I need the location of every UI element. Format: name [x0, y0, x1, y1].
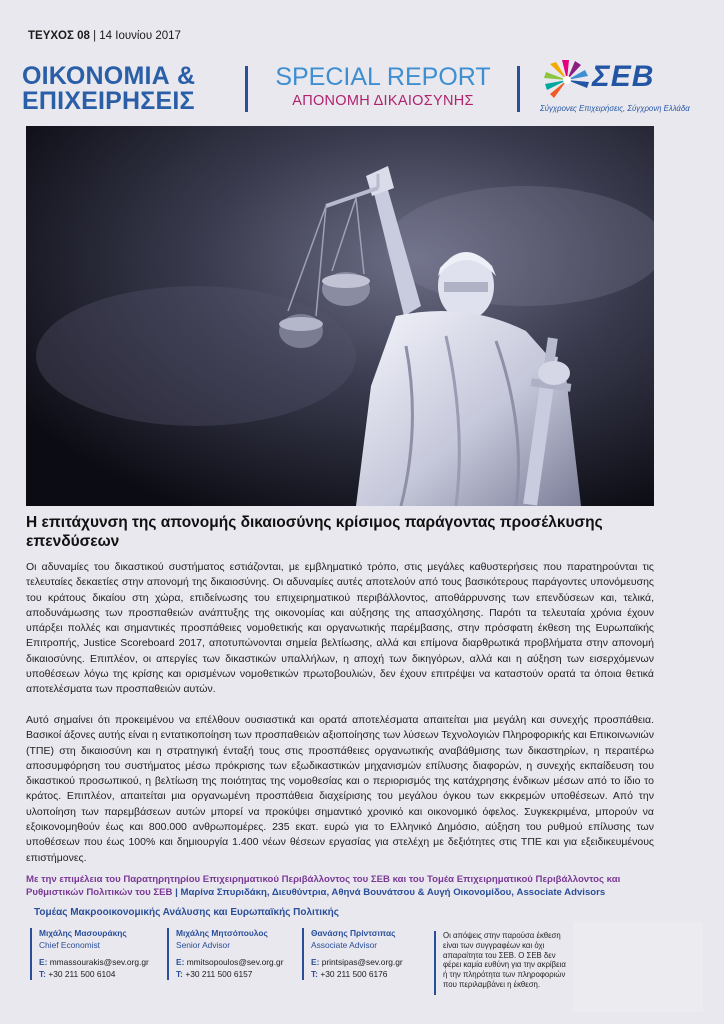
masthead-divider — [245, 66, 248, 112]
email-label: E: — [39, 957, 48, 967]
contact-phone: +30 211 500 6176 — [320, 968, 388, 979]
contact-name: Θανάσης Πρίντσιπας — [311, 928, 396, 938]
masthead-title-line1: ΟΙΚΟΝΟΜΙΑ & — [22, 62, 196, 90]
contact-phone: +30 211 500 6104 — [48, 968, 116, 979]
sev-logo-tagline: Σύγχρονες Επιχειρήσεις, Σύγχρονη Ελλάδα — [540, 104, 690, 113]
contact-card — [302, 928, 451, 980]
report-subtitle: ΑΠΟΝΟΜΗ ΔΙΚΑΙΟΣΥΝΗΣ — [292, 93, 474, 109]
contact-role: Associate Advisor — [311, 939, 378, 950]
editorial-credit — [26, 873, 656, 899]
contact-role: Chief Economist — [39, 939, 100, 950]
phone-label: T: — [39, 968, 46, 979]
editorial-credit-text: Με την επιμέλεια του Παρατηρητηρίου Επιχειρηματικού Περιβάλλοντος του ΣΕΒ και του Τομέα Επιχειρηματικού Περιβάλλοντος και Ρυθμιστικών Πολιτικών του ΣΕΒ — [26, 874, 621, 898]
disclaimer-note: Οι απόψεις στην παρούσα έκθεση είναι των συγγραφέων και όχι απαραίτητα του ΣΕΒ. Ο ΣΕΒ δεν φέρει καμία ευθύνη για την ακρίβεια ή την πληρότητα των πληροφοριών που περιλαμβάνει η έκθεση. — [434, 931, 569, 995]
special-report-block — [258, 64, 508, 111]
contact-phone: +30 211 500 6157 — [185, 968, 253, 979]
issue-date: 14 Ιουνίου 2017 — [99, 30, 181, 42]
contact-email[interactable]: mmitsopoulos@sev.org.gr — [186, 957, 284, 967]
hero-image — [26, 126, 654, 506]
article-headline: Η επιτάχυνση της απονομής δικαιοσύνης κρίσιμος παράγοντας προσέλκυσης επενδύσεων — [26, 514, 603, 550]
contact-email[interactable]: mmassourakis@sev.org.gr — [49, 957, 149, 967]
masthead-divider-2 — [517, 66, 520, 112]
article-paragraph-1: Οι αδυναμίες του δικαστικού συστήματος εστιάζονται, με εμβληματικό τρόπο, στις μεγάλες καθυστερήσεις που παρατηρούνται τις τελευταίες δεκαετίες στην απονομή της δικαιοσύνης. Οι αδυναμίες αυτές αποτελούν από τους βασικότερους παράγοντες υπονόμευσης του κράτους δικαίου στη χώρα, επιδείνωσης του επιχειρηματικού περιβάλλοντος, αποθάρρυνσης των επενδύσεων και, τελικά, αποδυνάμωσης των προσπαθειών ανάπτυξης της οικονομίας και αύξησης της απασχόλησης. Παρότι τα τελευταία χρόνια έχουν υπάρξει πολλές και σημαντικές προσπάθειες νομοθετικής και οργανωτικής παρέμβασης, στην πρόσφατη έκθεση της Ευρωπαϊκής Επιτροπής, Justice Scoreboard 2017, αποτυπώνονται σημεία βελτίωσης, αλλά και επίμονα διαρθρωτικά προβλήματα στην απονομή δικαιοσύνης. Επιπλέον, οι απεργίες των δικαστικών υπαλλήλων, η αποχή των δικηγόρων, αλλά και η αύξηση των εισερχόμενων υποθέσεων λόγω της κρίσης και ορισμένων νομοθετικών πρωτοβουλιών, δεν έχουν επιτρέψει να καταστούν ορατά τα όποια θετικά αποτελέσματα των προσπαθειών αυτών. — [26, 561, 654, 696]
sev-logo-icon — [542, 58, 592, 102]
email-label: E: — [311, 957, 320, 967]
contact-email[interactable]: printsipas@sev.org.gr — [321, 957, 403, 967]
special-report-label: SPECIAL REPORT — [275, 63, 491, 91]
phone-label: T: — [176, 968, 183, 979]
article-paragraph-2: Αυτό σημαίνει ότι προκειμένου να επέλθουν ουσιαστικά και ορατά αποτελέσματα απαιτείται μια μεγάλη και συνεχής προσπάθεια. Βασικοί άξονες αυτής είναι η εντατικοποίηση των προσπαθειών αξιοποίησης των λύσεων Τεχνολογιών Πληροφορικής και Επικοινωνιών (ΤΠΕ) στη δικαιοσύνη και η στρατηγική ένταξή τους στις προσπάθειες οργανωτικής αναβάθμισης των δικαστηρίων, η περαιτέρω αποσυμφόρηση του συστήματος μέσω πρόκρισης των εξωδικαστικών μηχανισμών επίλυσης διαφορών, η συνεχής εκπαίδευση του δικαστικού προσωπικού, η βελτίωση της ποιότητας της νομοθεσίας και ο περιορισμός της κατάχρησης ένδικων μέσων από το ίδιο το κράτος. Επιπλέον, απαιτείται μια οργανωμένη προσπάθεια διαχείρισης του μεγάλου όγκου των εκκρεμών υποθέσεων. Από την υλοποίηση των παρεμβάσεων αυτών μπορεί να προκύψει σημαντικό χρονικό και οικονομικό όφελος. Συγκεκριμένα, μπορούν να εξοικονομηθούν έως και 800.000 ανθρωπομέρες. 235 εκατ. ευρώ για το Ελληνικό Δημόσιο, αύξηση του ρυθμού επίλυσης των υποθέσεων που έως 100% και δημιουργία 1.400 νέων θέσεων εργασίας για στελέχη με δεξιότητες στις ΤΠΕ και για εξειδικευμένους επιστήμονες. — [26, 714, 654, 864]
issue-number: ΤΕΥΧΟΣ 08 — [28, 30, 90, 42]
masthead-title-line2: ΕΠΙΧΕΙΡΗΣΕΙΣ — [22, 87, 195, 115]
editorial-credit-names: | Μαρίνα Σπυριδάκη, Διευθύντρια, Αθηνά Βουνάτσου & Αυγή Οικονομίδου, Associate Advisors — [172, 887, 606, 898]
sev-logo-text: ΣΕΒ — [592, 60, 655, 93]
corner-panel — [573, 922, 703, 1012]
contact-card — [30, 928, 179, 980]
contact-name: Μιχάλης Μητσόπουλος — [176, 928, 268, 938]
sev-logo — [540, 58, 705, 118]
issue-line — [28, 30, 181, 42]
department-title: Τομέας Μακροοικονομικής Ανάλυσης και Ευρωπαϊκής Πολιτικής — [34, 907, 339, 918]
issue-separator: | — [89, 30, 100, 42]
masthead-title — [22, 64, 195, 114]
justice-statue-image — [26, 126, 654, 506]
phone-label: T: — [311, 968, 318, 979]
contact-name: Μιχάλης Μασουράκης — [39, 928, 127, 938]
contact-role: Senior Advisor — [176, 939, 230, 950]
email-label: E: — [176, 957, 185, 967]
contact-card — [167, 928, 316, 980]
